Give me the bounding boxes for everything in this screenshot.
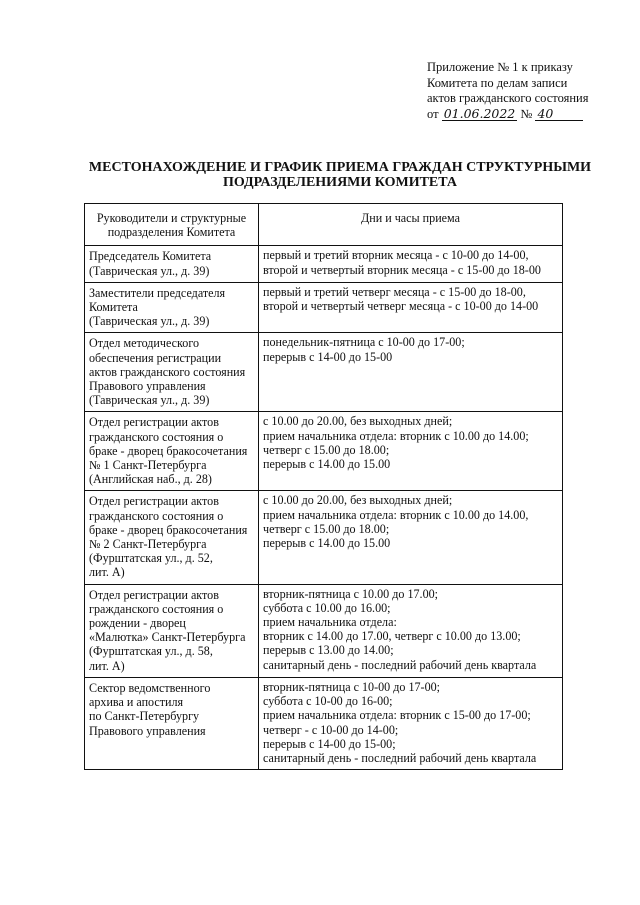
appendix-line-2: Комитета по делам записи bbox=[427, 75, 568, 90]
schedule-line: прием начальника отдела: вторник с 15-00 до 17-00; bbox=[263, 708, 531, 723]
unit-line: Заместители председателя bbox=[89, 285, 226, 300]
unit-line: (Таврическая ул., д. 39) bbox=[89, 263, 210, 278]
schedule-cell bbox=[259, 333, 563, 412]
header-units bbox=[85, 204, 259, 246]
schedule-line: понедельник-пятница с 10-00 до 17-00; bbox=[263, 335, 465, 350]
table-row bbox=[85, 412, 563, 491]
schedule-line: прием начальника отдела: вторник с 10.00 до 14.00, bbox=[263, 507, 529, 522]
title-line-2: ПОДРАЗДЕЛЕНИЯМИ КОМИТЕТА bbox=[222, 175, 458, 190]
schedule-line: суббота с 10.00 до 16.00; bbox=[263, 600, 391, 615]
schedule-line: перерыв с 14.00 до 15.00 bbox=[263, 536, 391, 551]
unit-line: Отдел методического bbox=[89, 336, 200, 351]
schedule-line: четверг - с 10-00 до 14-00; bbox=[263, 722, 399, 737]
schedule-line: первый и третий четверг месяца - с 15-00 до 18-00, bbox=[263, 284, 526, 299]
schedule-line: перерыв с 14-00 до 15-00; bbox=[263, 736, 396, 751]
unit-line: Сектор ведомственного bbox=[89, 680, 211, 695]
number-prefix: № bbox=[520, 106, 533, 121]
schedule-line: с 10.00 до 20.00, без выходных дней; bbox=[263, 493, 453, 508]
unit-line: (Таврическая ул., д. 39) bbox=[89, 314, 210, 329]
table-header-row bbox=[85, 204, 563, 246]
unit-line: Правового управления bbox=[89, 379, 206, 394]
unit-cell bbox=[85, 246, 259, 282]
table-row bbox=[85, 491, 563, 584]
schedule-line: санитарный день - последний рабочий день квартала bbox=[263, 750, 537, 765]
unit-line: (Таврическая ул., д. 39) bbox=[89, 393, 210, 408]
appendix-line-3: актов гражданского состояния bbox=[427, 91, 589, 105]
unit-cell bbox=[85, 282, 259, 333]
unit-line: (Английская наб., д. 28) bbox=[89, 472, 212, 487]
unit-line: по Санкт-Петербургу bbox=[89, 709, 200, 724]
schedule-line: четверг с 15.00 до 18.00; bbox=[263, 521, 390, 536]
unit-line: (Фурштатская ул., д. 58, bbox=[89, 644, 213, 659]
unit-line: рождении - дворец bbox=[89, 616, 186, 631]
schedule-line: санитарный день - последний рабочий день квартала bbox=[263, 657, 537, 672]
unit-line: лит. А) bbox=[89, 565, 125, 580]
unit-line: «Малютка» Санкт-Петербурга bbox=[89, 630, 246, 645]
unit-cell bbox=[85, 491, 259, 584]
unit-line: Отдел регистрации актов bbox=[89, 415, 219, 430]
schedule-cell bbox=[259, 282, 563, 333]
schedule-line: вторник-пятница с 10-00 до 17-00; bbox=[263, 679, 441, 694]
unit-line: № 1 Санкт-Петербурга bbox=[89, 458, 207, 473]
header-line: Руководители и структурные bbox=[96, 211, 247, 225]
schedule-line: вторник-пятница с 10.00 до 17.00; bbox=[263, 586, 439, 601]
header-line: подразделения Комитета bbox=[107, 225, 236, 240]
schedule-cell bbox=[259, 584, 563, 677]
table-row bbox=[85, 246, 563, 282]
unit-line: гражданского состояния о bbox=[89, 601, 224, 616]
table-row bbox=[85, 333, 563, 412]
header-line: Дни и часы приема bbox=[361, 211, 460, 225]
unit-cell bbox=[85, 677, 259, 769]
appendix-header bbox=[427, 60, 607, 122]
schedule-line: с 10.00 до 20.00, без выходных дней; bbox=[263, 414, 453, 429]
unit-line: Отдел регистрации актов bbox=[89, 587, 219, 602]
unit-line: гражданского состояния о bbox=[89, 429, 224, 444]
unit-line: Председатель Комитета bbox=[89, 249, 212, 264]
schedule-cell bbox=[259, 412, 563, 491]
unit-cell bbox=[85, 333, 259, 412]
schedule-line: перерыв с 13.00 до 14.00; bbox=[263, 643, 394, 658]
appendix-line-1: Приложение № 1 к приказу bbox=[427, 60, 573, 74]
schedule-cell bbox=[259, 246, 563, 282]
appendix-date-line bbox=[427, 107, 607, 123]
schedule-line: перерыв с 14-00 до 15-00 bbox=[263, 349, 393, 364]
unit-line: актов гражданского состояния bbox=[89, 364, 246, 379]
unit-line: архива и апостиля bbox=[89, 695, 184, 710]
schedule-line: вторник с 14.00 до 17.00, четверг с 10.00 до 13.00; bbox=[263, 629, 521, 644]
schedule-line: четверг с 15.00 до 18.00; bbox=[263, 442, 390, 457]
unit-line: гражданского состояния о bbox=[89, 508, 224, 523]
unit-line: Комитета bbox=[89, 300, 138, 315]
unit-line: № 2 Санкт-Петербурга bbox=[89, 537, 207, 552]
unit-line: обеспечения регистрации bbox=[89, 350, 222, 365]
unit-cell bbox=[85, 584, 259, 677]
date-prefix: от bbox=[427, 106, 439, 121]
schedule-line: первый и третий вторник месяца - с 10-00 до 14-00, bbox=[263, 248, 529, 263]
schedule-line: второй и четвертый четверг месяца - с 10-00 до 14-00 bbox=[263, 299, 539, 314]
unit-line: браке - дворец бракосочетания bbox=[89, 443, 248, 458]
schedule-table bbox=[84, 203, 563, 770]
table-row bbox=[85, 584, 563, 677]
table-row bbox=[85, 282, 563, 333]
unit-line: Отдел регистрации актов bbox=[89, 494, 219, 509]
unit-line: (Фурштатская ул., д. 52, bbox=[89, 551, 213, 566]
schedule-line: прием начальника отдела: bbox=[263, 615, 397, 630]
handwritten-date: 01.06.2022 bbox=[443, 105, 516, 121]
header-schedule bbox=[259, 204, 563, 246]
schedule-line: перерыв с 14.00 до 15.00 bbox=[263, 457, 391, 472]
schedule-line: второй и четвертый вторник месяца - с 15-00 до 18-00 bbox=[263, 262, 541, 277]
handwritten-number: 40 bbox=[535, 107, 583, 121]
schedule-line: прием начальника отдела: вторник с 10.00 до 14.00; bbox=[263, 428, 529, 443]
schedule-cell bbox=[259, 677, 563, 769]
unit-line: лит. А) bbox=[89, 658, 125, 673]
unit-cell bbox=[85, 412, 259, 491]
table-row bbox=[85, 677, 563, 769]
title-line-1: МЕСТОНАХОЖДЕНИЕ И ГРАФИК ПРИЕМА ГРАЖДАН СТРУКТУРНЫМИ bbox=[88, 160, 592, 175]
schedule-line: суббота с 10-00 до 16-00; bbox=[263, 694, 393, 709]
schedule-cell bbox=[259, 491, 563, 584]
unit-line: Правового управления bbox=[89, 723, 206, 738]
unit-line: браке - дворец бракосочетания bbox=[89, 522, 248, 537]
page-title bbox=[60, 160, 620, 190]
